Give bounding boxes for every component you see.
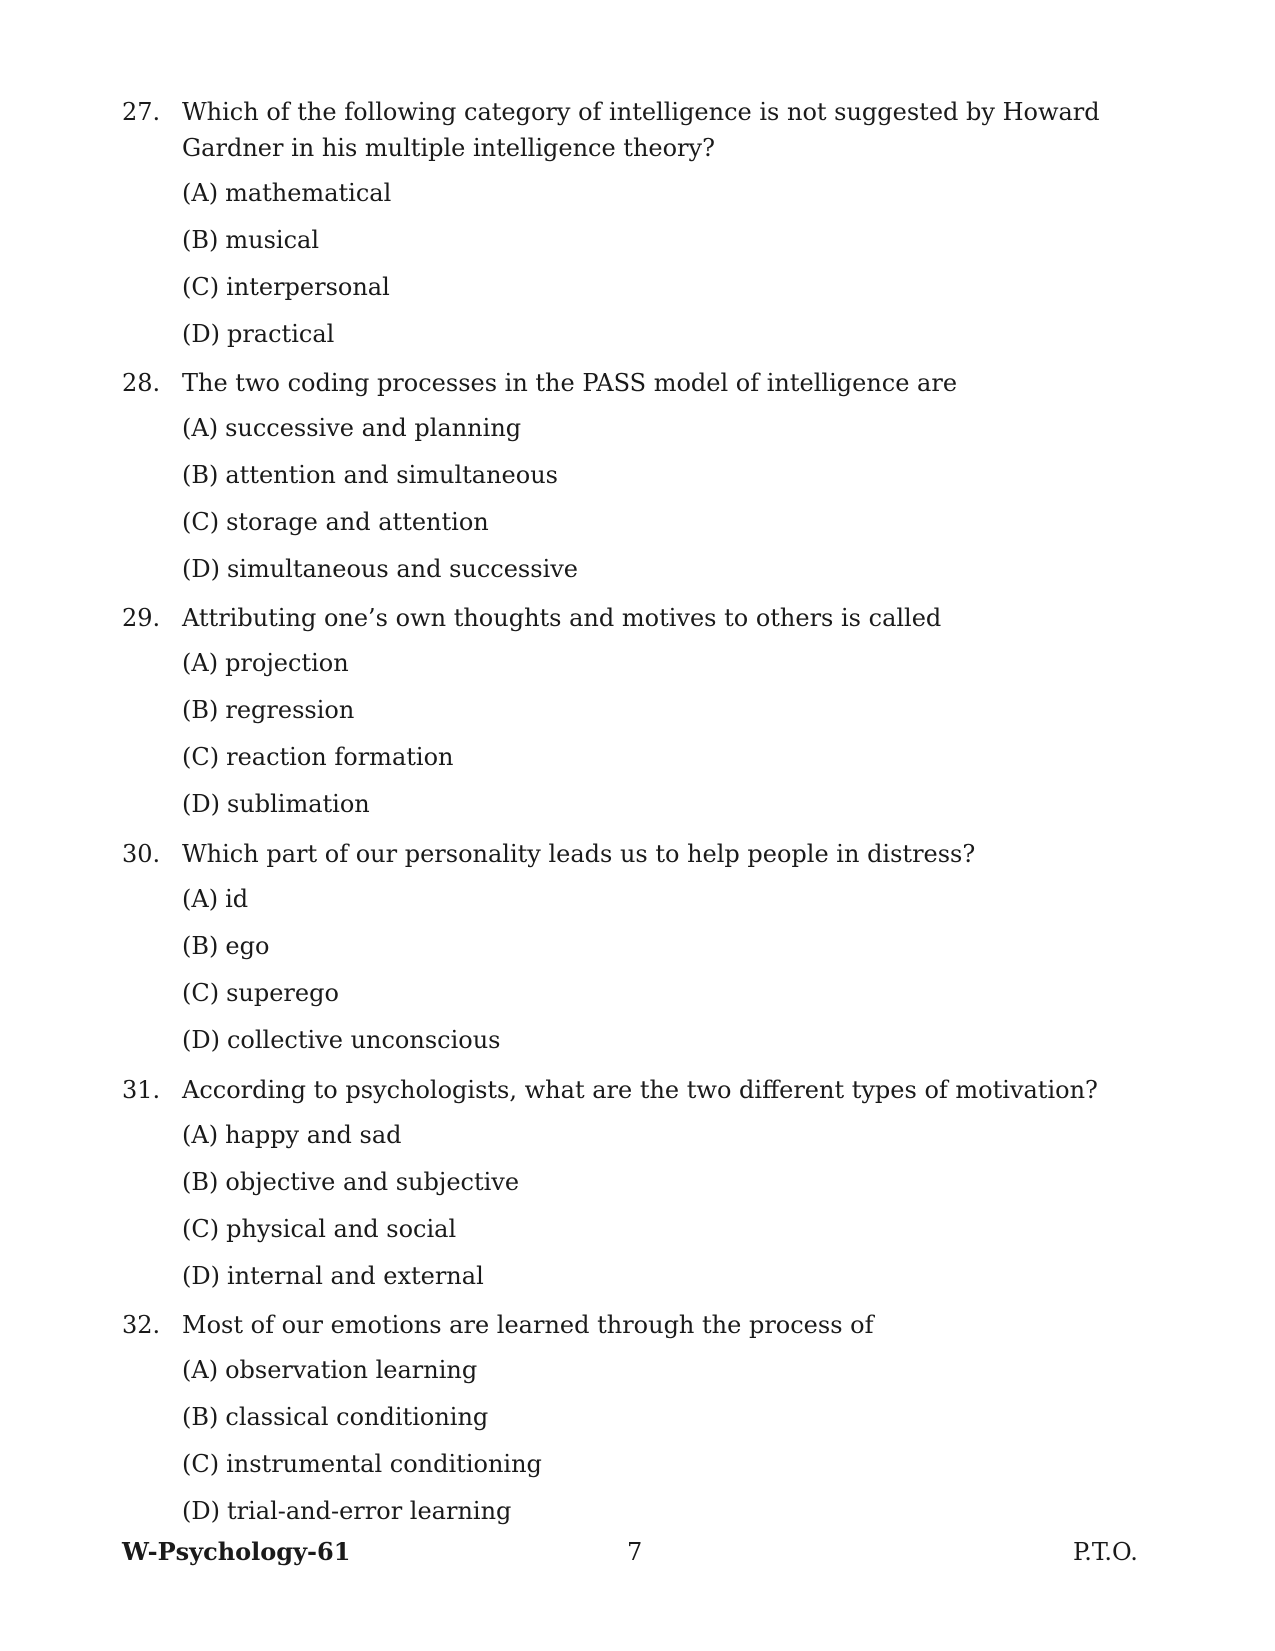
option-letter: (D) [182,1497,220,1525]
option-c [182,269,1162,316]
option-text: successive and planning [225,414,522,442]
option-letter: (A) [182,1121,219,1149]
option-letter: (A) [182,649,219,677]
option-c [182,504,1162,551]
option-d [182,1258,1162,1305]
option-c [182,1211,1162,1258]
option-letter: (C) [182,743,220,771]
option-text: physical and social [226,1215,457,1243]
option-letter: (B) [182,696,219,724]
question-31 [122,1072,1162,1305]
option-letter: (A) [182,179,219,207]
option-text: objective and subjective [225,1168,520,1196]
option-letter: (A) [182,885,219,913]
option-b [182,692,1162,739]
option-letter: (B) [182,461,219,489]
question-text: According to psychologists, what are the two different types of motivation? [182,1076,1098,1104]
option-text: collective unconscious [226,1026,501,1054]
option-d [182,316,1162,363]
option-letter: (D) [182,320,220,348]
question-number: 27. [122,98,161,126]
question-number: 32. [122,1311,161,1339]
option-d [182,1493,1162,1540]
option-text: ego [225,932,270,960]
option-a [182,645,1162,692]
option-text: simultaneous and successive [226,555,579,583]
option-text: reaction formation [226,743,454,771]
option-b [182,222,1162,269]
option-text: superego [226,979,339,1007]
option-d [182,1022,1162,1069]
option-text: internal and external [226,1262,484,1290]
option-letter: (A) [182,414,219,442]
option-d [182,786,1162,833]
option-letter: (B) [182,226,219,254]
option-text: happy and sad [225,1121,402,1149]
option-a [182,175,1162,222]
option-text: attention and simultaneous [225,461,558,489]
option-d [182,551,1162,598]
option-b [182,1399,1162,1446]
option-letter: (B) [182,932,219,960]
option-a [182,1117,1162,1164]
option-letter: (C) [182,979,220,1007]
option-letter: (B) [182,1403,219,1431]
question-30 [122,836,1162,1069]
please-turn-over: P.T.O. [1073,1538,1138,1566]
option-a [182,1352,1162,1399]
option-letter: (A) [182,1356,219,1384]
question-text: The two coding processes in the PASS model of intelligence are [182,369,958,397]
option-c [182,739,1162,786]
option-letter: (D) [182,1026,220,1054]
option-c [182,1446,1162,1493]
question-29 [122,600,1162,833]
question-32 [122,1307,1162,1540]
option-b [182,1164,1162,1211]
option-a [182,410,1162,457]
question-text: Which of the following category of intelligence is not suggested by Howard Gardner in his multiple intelligence theory? [182,98,1100,162]
question-number: 28. [122,369,161,397]
question-number: 31. [122,1076,161,1104]
question-number: 29. [122,604,161,632]
option-text: mathematical [225,179,392,207]
option-letter: (C) [182,1450,220,1478]
page-number: 7 [627,1538,643,1566]
option-letter: (B) [182,1168,219,1196]
paper-code: W-Psychology-61 [122,1537,351,1566]
question-27 [122,94,1162,363]
question-text: Most of our emotions are learned through the process of [182,1311,874,1339]
option-text: trial-and-error learning [226,1497,512,1525]
question-text: Which part of our personality leads us to help people in distress? [182,840,976,868]
option-text: practical [226,320,335,348]
option-letter: (D) [182,1262,220,1290]
option-text: sublimation [226,790,370,818]
option-letter: (C) [182,508,220,536]
option-b [182,928,1162,975]
option-b [182,457,1162,504]
option-text: instrumental conditioning [226,1450,542,1478]
option-c [182,975,1162,1022]
option-text: classical conditioning [225,1403,489,1431]
question-28 [122,365,1162,598]
option-letter: (C) [182,273,220,301]
option-text: regression [225,696,355,724]
option-letter: (D) [182,555,220,583]
option-text: interpersonal [226,273,390,301]
option-a [182,881,1162,928]
option-text: observation learning [225,1356,478,1384]
option-letter: (C) [182,1215,220,1243]
option-text: id [225,885,249,913]
question-number: 30. [122,840,161,868]
option-text: projection [225,649,349,677]
option-text: storage and attention [226,508,489,536]
question-text: Attributing one’s own thoughts and motives to others is called [182,604,942,632]
option-letter: (D) [182,790,220,818]
option-text: musical [225,226,320,254]
